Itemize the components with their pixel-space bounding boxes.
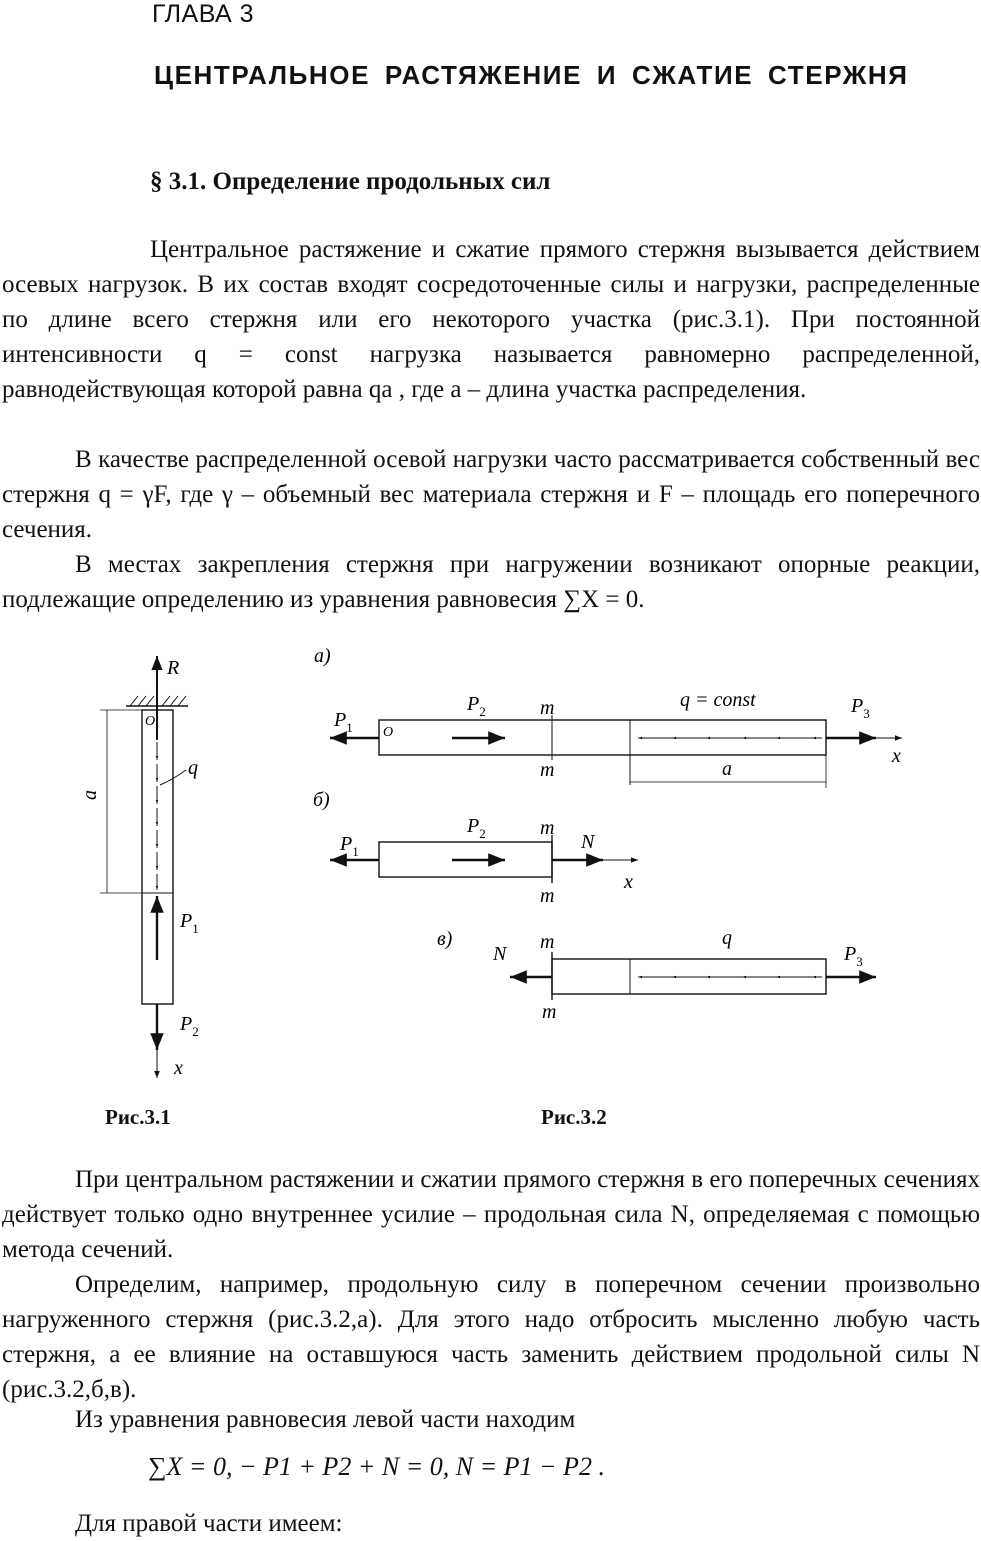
svg-text:m: m (540, 759, 555, 781)
svg-text:P2: $P_2$ (467, 693, 486, 719)
chapter-title: ЦЕНТРАЛЬНОЕ РАСТЯЖЕНИЕ И СЖАТИЕ СТЕРЖНЯ (154, 60, 909, 90)
paragraph-section-method: Определим, например, продольную силу в поперечном сечении произвольно нагруженного стержня (рис.3.2,а). Для этого надо отбросить мысленно любую часть стержня, а ее влияние на оставшуюся часть заменить действием продольной силы N (рис.3.2,б,в). (2, 1271, 980, 1403)
label-a-fig1: a (79, 790, 101, 800)
svg-text:a: a (722, 758, 732, 780)
paragraph-left-part: Из уравнения равновесия левой части находим (75, 1406, 576, 1433)
chapter-heading: ГЛАВА 3 (152, 0, 255, 28)
svg-text:x: x (624, 871, 633, 893)
label-R: R (167, 657, 180, 679)
tag-a: а) (314, 645, 331, 667)
svg-text:q = const: q = const (680, 689, 756, 711)
svg-text:P1: $P_1$ (340, 833, 359, 859)
svg-text:P3: $P_3$ (844, 943, 863, 969)
label-x-fig1: x (174, 1057, 183, 1079)
paragraph-self-weight: В качестве распределенной осевой нагрузки часто рассматривается собственный вес стержня q = γF, где γ – объемный вес материала стержня и F – площадь его поперечного сечения. (2, 446, 980, 543)
figures-3-1-3-2 (0, 630, 981, 1100)
svg-text:P1: $P_1$ (334, 709, 353, 735)
tag-v: в) (437, 928, 453, 950)
caption-fig-3-1: Рис.3.1 (105, 1105, 171, 1129)
svg-text:m: m (540, 817, 555, 839)
tag-b: б) (313, 789, 330, 811)
paragraph-reactions: В местах закрепления стержня при нагружении возникают опорные реакции, подлежащие определению из уравнения равновесия ∑X = 0. (2, 551, 980, 613)
svg-text:m: m (540, 885, 555, 907)
svg-text:N: N (581, 831, 595, 853)
svg-text:m: m (542, 1001, 557, 1023)
fig-3-2 (313, 645, 902, 1023)
paragraph-internal-force: При центральном растяжении и сжатии прямого стержня в его поперечных сечениях действует только одно внутреннее усилие – продольная сила N, определяемая с помощью метода сечений. (2, 1166, 980, 1263)
svg-text:x: x (892, 745, 901, 767)
svg-text:N: N (493, 943, 507, 965)
svg-text:m: m (540, 697, 555, 719)
equilibrium-formula: ∑X = 0, − P1 + P2 + N = 0, N = P1 − P2 . (148, 1452, 605, 1481)
section-title: § 3.1. Определение продольных сил (150, 168, 551, 195)
svg-text:O: O (383, 725, 394, 740)
fig-3-1 (79, 656, 199, 1079)
svg-text:m: m (540, 931, 555, 953)
paragraph-intro: Центральное растяжение и сжатие прямого стержня вызывается действием осевых нагрузок. В их состав входят сосредоточенные силы и нагрузки, распределенные по длине всего стержня или его некоторого участка (рис.3.1). При постоянной интенсивности q = const нагрузка называется равномерно распределенной, равнодействующая которой равна qa , где a – длина участка распределения. (2, 236, 980, 403)
svg-text:P1: $P_1$ (180, 910, 199, 936)
label-O-fig1: O (145, 714, 156, 729)
label-q-fig1: q (188, 757, 198, 779)
caption-fig-3-2: Рис.3.2 (541, 1105, 607, 1129)
svg-text:P3: $P_3$ (851, 695, 870, 721)
svg-text:P2: $P_2$ (180, 1013, 199, 1039)
paragraph-right-part: Для правой части имеем: (75, 1510, 343, 1537)
svg-text:P2: $P_2$ (467, 815, 486, 841)
svg-text:q: q (722, 927, 732, 949)
